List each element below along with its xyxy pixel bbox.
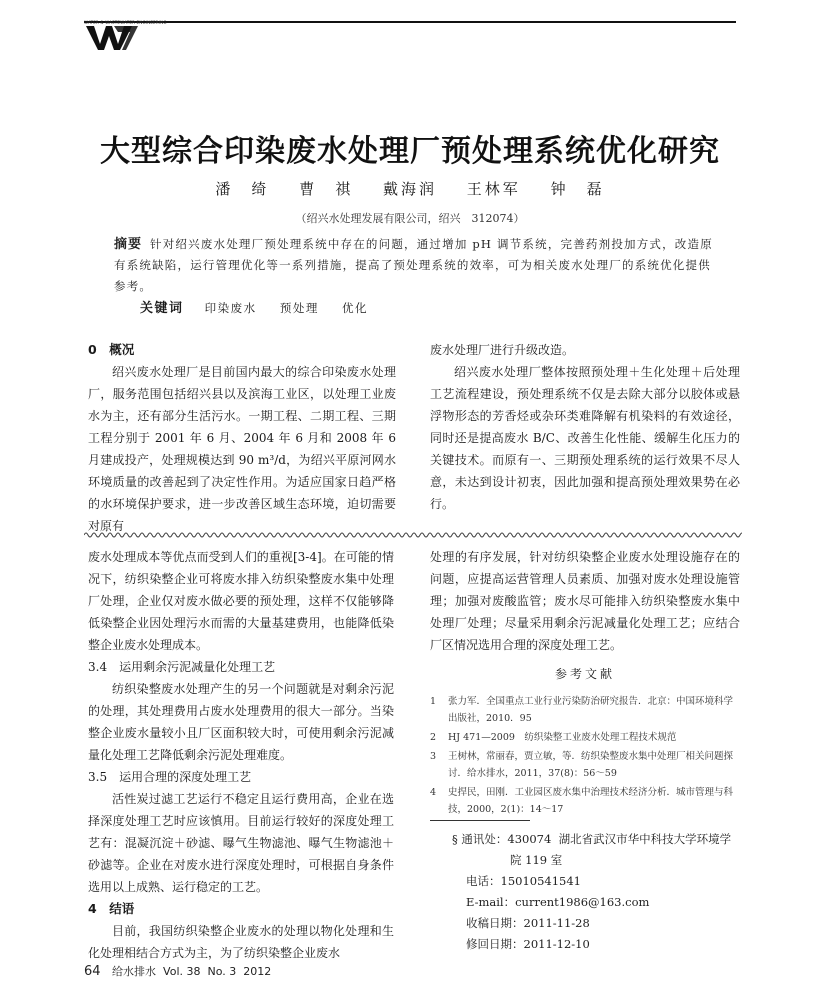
- lower-right-column: [430, 546, 740, 656]
- references-title: 参考文献: [554, 667, 615, 681]
- reference-item: [430, 784, 740, 818]
- section-heading: 4 结语: [88, 901, 135, 916]
- author: 曹 祺: [299, 180, 354, 198]
- page-footer: [84, 963, 271, 979]
- phone: 电话：15010541541: [466, 874, 581, 888]
- reference-text: 史捍民，田刚．工业园区废水集中治理技术经济分析．城市管理与科技，2000，2(1)：14～17: [448, 787, 734, 815]
- paper-title: 大型综合印染废水处理厂预处理系统优化研究: [100, 134, 720, 169]
- email: E-mail：current1986@163.com: [466, 895, 650, 909]
- page-number: 64: [84, 964, 101, 979]
- affiliation: （绍兴水处理发展有限公司，绍兴 312074）: [295, 212, 525, 225]
- abstract-text: 针对绍兴废水处理厂预处理系统中存在的问题，通过增加 pH 调节系统，完善药剂投加方式，改造原有系统缺陷，运行管理优化等一系列措施，提高了预处理系统的效率，可为相关废水处理厂的系统优化提供参考。: [114, 237, 713, 293]
- logo-mark-icon: [84, 24, 140, 54]
- footnote-rule: [430, 820, 530, 821]
- section-divider: [84, 531, 742, 539]
- keyword: 印染废水: [204, 301, 257, 315]
- author: 王林军: [466, 180, 521, 198]
- logo-text: WATER & WASTEWATER ENGINEERING: [84, 20, 167, 25]
- paragraph: 绍兴废水处理厂整体按照预处理＋生化处理＋后处理工艺流程建设，预处理系统不仅是去除大部分以胶体或悬浮物形态的芳香烃或杂环类难降解有机染料的有效途径，同时还是提高废水 B/C、改善生化性能、缓解生化压力的关键技术。而原有一、三期预处理系统的运行效果不尽人意，未达到设计初衷，因此加强和提高预处理效果势在必行。: [430, 365, 740, 511]
- author: 戴海润: [382, 180, 437, 198]
- abstract-label: 摘要: [114, 237, 143, 252]
- paragraph: 废水处理成本等优点而受到人们的重视[3-4]。在可能的情况下，纺织染整企业可将废水排入纺织染整废水集中处理厂处理，企业仅对废水做必要的预处理，这样不仅能够降低染整企业因处理污水而需的大量基建费用，也能降低染整企业废水处理成本。: [88, 550, 394, 652]
- upper-left-column: [88, 339, 396, 537]
- reference-item: [430, 693, 740, 727]
- year: 2012: [243, 965, 272, 978]
- paragraph: 纺织染整废水处理产生的另一个问题就是对剩余污泥的处理，其处理费用占废水处理费用的很大一部分。当染整企业废水量较小且厂区面积较大时，可使用剩余污泥减量化处理工艺降低剩余污泥处理难度。: [88, 682, 394, 762]
- reference-list: [430, 693, 740, 820]
- reference-number: 4: [430, 787, 437, 798]
- section-symbol: §: [452, 832, 458, 846]
- address-label: 通讯处：430074: [461, 832, 552, 846]
- reference-text: 张力军．全国重点工业行业污染防治研究报告．北京：中国环境科学出版社，2010．95: [448, 696, 734, 724]
- keyword: 优化: [341, 301, 368, 315]
- keywords: [140, 297, 386, 316]
- reference-number: 1: [430, 696, 437, 707]
- author: 钟 磊: [550, 180, 605, 198]
- revised-date: 修回日期：2011-12-10: [466, 937, 590, 951]
- issue: No. 3: [207, 965, 237, 978]
- address-line-2: 院 119 室: [510, 853, 563, 867]
- received-date: 收稿日期：2011-11-28: [466, 916, 590, 930]
- subsection-heading: 3.4 运用剩余污泥减量化处理工艺: [88, 660, 276, 674]
- paragraph: 废水处理厂进行升级改造。: [430, 343, 575, 357]
- reference-text: HJ 471—2009 纺织染整工业废水处理工程技术规范: [448, 732, 677, 743]
- section-heading: 0 概况: [88, 342, 135, 357]
- paragraph: 处理的有序发展，针对纺织染整企业废水处理设施存在的问题，应提高运营管理人员素质、加强对废水处理设施管理；加强对废酸监管；废水尽可能排入纺织染整废水集中处理厂处理；尽量采用剩余污泥减量化处理工艺；应结合厂区情况选用合理的深度处理工艺。: [430, 550, 740, 652]
- keyword: 预处理: [279, 301, 319, 315]
- volume: Vol. 38: [163, 965, 201, 978]
- lower-left-column: [88, 546, 394, 964]
- reference-number: 3: [430, 751, 437, 762]
- subsection-heading: 3.5 运用合理的深度处理工艺: [88, 770, 252, 784]
- paragraph: 绍兴废水处理厂是目前国内最大的综合印染废水处理厂，服务范围包括绍兴县以及滨海工业区，以处理工业废水为主，还有部分生活污水。一期工程、二期工程、三期工程分别于 2001 年 6 月、2004 年 6 月和 2008 年 6 月建成投产，处理规模达到 90 m³/d，为绍兴平原河网水环境质量的改善起到了决定性作用。为适应国家日趋严格的水环境保护要求，进一步改善区域生态环境，迫切需要对原有: [88, 365, 396, 533]
- reference-text: 王树林，常丽春，贾立敏，等．纺织染整废水集中处理厂相关问题探讨．给水排水，2011，37(8)：56～59: [448, 751, 734, 779]
- upper-right-column: [430, 339, 740, 515]
- paragraph: 活性炭过滤工艺运行不稳定且运行费用高，企业在选择深度处理工艺时应该慎用。目前运行较好的深度处理工艺有：混凝沉淀＋砂滤、曝气生物滤池、曝气生物滤池＋砂滤等。企业在对废水进行深度处理时，可根据自身条件选用以上成熟、运行稳定的工艺。: [88, 792, 394, 894]
- keywords-label: 关键词: [140, 301, 184, 316]
- author-list: [0, 178, 820, 199]
- paragraph: 目前，我国纺织染整企业废水的处理以物化处理和生化处理相结合方式为主，为了纺织染整企业废水: [88, 924, 394, 960]
- address: 湖北省武汉市华中科技大学环境学: [558, 832, 732, 846]
- abstract: [114, 234, 718, 297]
- journal-logo: [84, 20, 167, 50]
- author: 潘 绮: [215, 180, 270, 198]
- header-rule: [84, 21, 736, 23]
- reference-item: [430, 729, 740, 746]
- reference-number: 2: [430, 732, 437, 743]
- correspondence-note: [452, 829, 742, 955]
- reference-item: [430, 748, 740, 782]
- journal-name: 给水排水: [112, 965, 157, 978]
